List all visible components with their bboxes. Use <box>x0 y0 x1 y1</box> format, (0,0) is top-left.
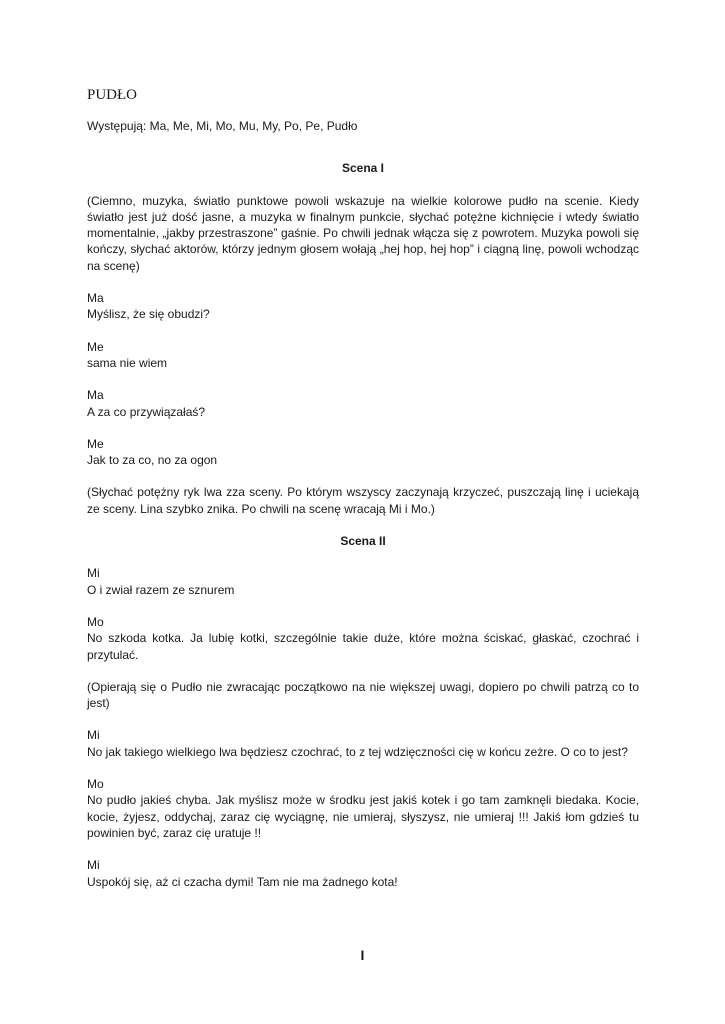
dialogue-line: Jak to za co, no za ogon <box>87 453 218 468</box>
speaker-name: Me <box>87 436 104 451</box>
speaker-name: Ma <box>87 291 104 306</box>
stage-direction: (Ciemno, muzyka, światło punktowe powoli wskazuje na wielkie kolorowe pudło na scenie. Kiedy światło jest już dość jasne, a muzyka w finalnym punkcie, słychać potężne kichnięcie i wtedy światło momentalnie, „jakby przestraszone” gaśnie. Po chwili jednak włącza się z powrotem. Muzyka powoli się kończy, słychać aktorów, którzy jednym głosem wołają „hej hop, hej hop” i ciągną linę, powoli wchodząc na scenę) <box>87 193 639 273</box>
dialogue-line: No szkoda kotka. Ja lubię kotki, szczególnie takie duże, które można ściskać, głaskać, czochrać i przytulać. <box>87 631 639 662</box>
speaker-name: Me <box>87 339 104 354</box>
speaker-name: Ma <box>87 388 104 403</box>
dialogue-block <box>87 436 639 469</box>
page-number: I <box>360 947 365 963</box>
speaker-name: Mi <box>87 566 100 581</box>
document-body <box>87 86 639 906</box>
dialogue-line: Myślisz, że się obudzi? <box>87 307 210 322</box>
dialogue-line: Uspokój się, aż ci czacha dymi! Tam nie ma żadnego kota! <box>87 874 398 889</box>
dialogue-line: sama nie wiem <box>87 355 168 370</box>
dialogue-block <box>87 614 639 663</box>
dialogue-line: No jak takiego wielkiego lwa będziesz czochrać, to z tej wdzięczności cię w końcu zeżre. O co to jest? <box>87 744 628 759</box>
dialogue-block <box>87 727 639 760</box>
dialogue-line: A za co przywiązałaś? <box>87 404 206 419</box>
dialogue-line: No pudło jakieś chyba. Jak myślisz może w środku jest jakiś kotek i go tam zamknęli biedaka. Kocie, kocie, żyjesz, oddychaj, zaraz cię wyciągnę, nie umieraj, słyszysz, nie umieraj !!! Jakiś łom gdzieś tu powinien być, zaraz cię uratuje !! <box>87 793 639 840</box>
speaker-name: Mi <box>87 728 100 743</box>
dialogue-block <box>87 339 639 372</box>
document-title: PUDŁO <box>87 87 138 103</box>
cast-list: Występują: Ma, Me, Mi, Mo, Mu, My, Po, Pe, Pudło <box>87 119 358 133</box>
dialogue-block <box>87 565 639 598</box>
stage-direction: (Opierają się o Pudło nie zwracając początkowo na nie większej uwagi, dopiero po chwili patrzą co to jest) <box>87 679 639 711</box>
dialogue-block <box>87 290 639 323</box>
stage-direction: (Słychać potężny ryk lwa zza sceny. Po którym wszyscy zaczynają krzyczeć, puszczają linę i uciekają ze sceny. Lina szybko znika. Po chwili na scenę wracają Mi i Mo.) <box>87 485 639 516</box>
dialogue-block <box>87 387 639 420</box>
dialogue-block <box>87 776 639 841</box>
speaker-name: Mi <box>87 858 100 873</box>
speaker-name: Mo <box>87 614 104 629</box>
scene-heading: Scena I <box>341 161 385 176</box>
scene-heading: Scena II <box>340 534 386 549</box>
speaker-name: Mo <box>87 777 104 792</box>
dialogue-line: O i zwiał razem ze sznurem <box>87 582 235 597</box>
dialogue-block <box>87 857 639 890</box>
